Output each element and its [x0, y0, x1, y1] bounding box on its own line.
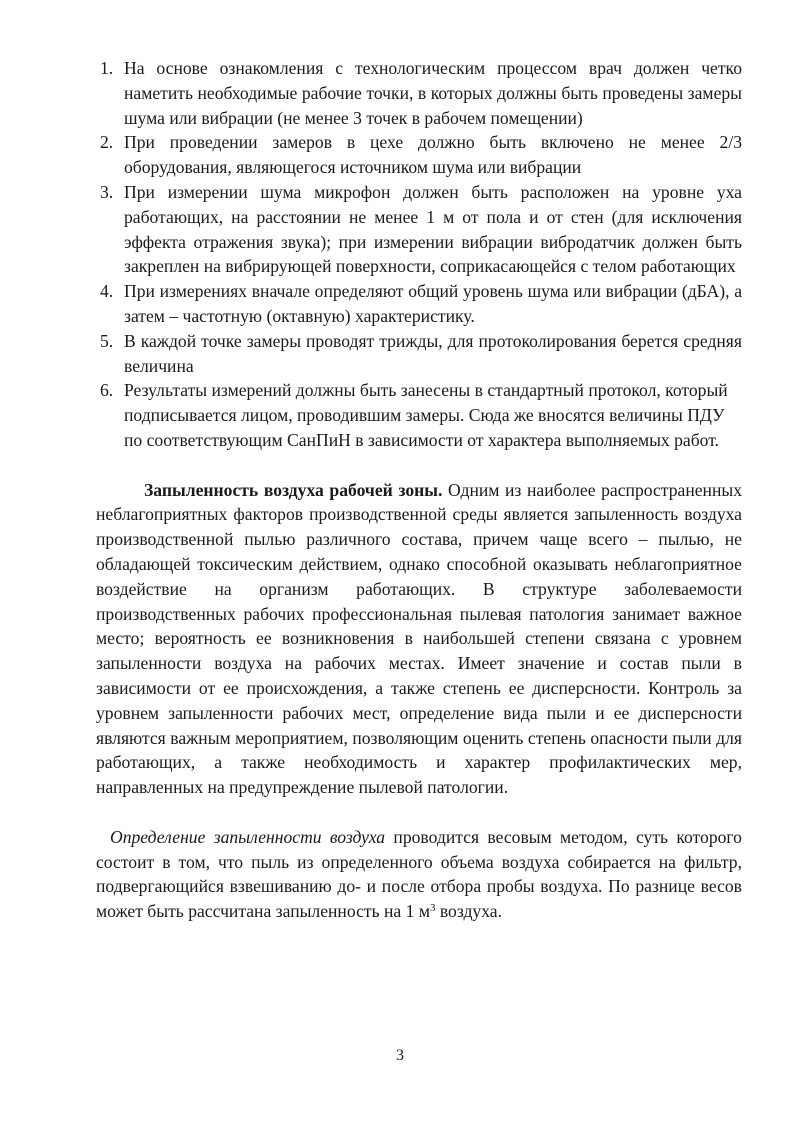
procedure-list	[96, 56, 742, 453]
list-item-number: 6.	[100, 380, 114, 401]
list-item	[96, 329, 742, 379]
definition-paragraph	[96, 825, 742, 924]
list-item-text: При проведении замеров в цехе должно быть включено не менее 2/3 оборудования, являющегося источником шума или вибрации	[124, 132, 742, 178]
list-item-number: 3.	[100, 181, 114, 202]
list-item-number: 1.	[100, 58, 114, 78]
document-page	[96, 56, 742, 924]
list-item-text: При измерении шума микрофон должен быть расположен на уровне уха работающих, на расстоянии не менее 1 м от пола и от стен (для исключения эффекта отражения звука); при измерении вибрации вибродатчик должен быть закреплен на вибрирующей поверхности, соприкасающейся с телом работающих	[124, 181, 742, 277]
dust-paragraph	[96, 478, 742, 800]
list-item	[96, 56, 742, 130]
paragraph-text: проводится весовым методом, суть которого состоит в том, что пыль из определенного объема воздуха собирается на фильтр, подвергающийся взвешиванию до- и после отбора пробы воздуха. По разнице весов может быть рассчитана запыленность на 1 м	[96, 826, 742, 922]
cubic-superscript: 3	[429, 902, 436, 915]
paragraph-tail: воздуха.	[435, 901, 503, 922]
list-item	[96, 378, 742, 452]
list-item-text: При измерениях вначале определяют общий уровень шума или вибрации (дБА), а затем – частотную (октавную) характеристику.	[124, 281, 742, 326]
section-heading: Запыленность воздуха рабочей зоны.	[144, 479, 443, 500]
page-number: 3	[396, 1047, 404, 1064]
list-item-number: 4.	[100, 281, 114, 302]
paragraph-text: Одним из наиболее распространенных неблагоприятных факторов производственной среды является запыленность воздуха производственной пылью различного состава, причем чаще всего – пылью, не обладающей токсическим действием, однако способной оказывать неблагоприятное воздействие на организм работающих. В структуре заболеваемости производственных рабочих профессиональная пылевая патология занимает важное место; вероятность ее возникновения в наибольшей степени связана с уровнем запыленности воздуха на рабочих местах. Имеет значение и состав пыли в зависимости от ее происхождения, а также степень ее дисперсности. Контроль за уровнем запыленности рабочих мест, определение вида пыли и ее дисперсности являются важным мероприятием, позволяющим оценить степень опасности пыли для работающих, а также необходимость и характер профилактических мер, направленных на предупреждение пылевой патологии.	[96, 479, 742, 798]
list-item-text: На основе ознакомления с технологическим процессом врач должен четко наметить необходимые рабочие точки, в которых должны быть проведены замеры шума или вибрации (не менее 3 точек в рабочем помещении)	[124, 58, 742, 128]
list-item-text: В каждой точке замеры проводят трижды, для протоколирования берется средняя величина	[124, 330, 742, 376]
list-item	[96, 130, 742, 180]
list-item-text: Результаты измерений должны быть занесены в стандартный протокол, который подписывается лицом, проводившим замеры. Сюда же вносятся величины ПДУ по соответствующим СанПиН в зависимости от характера выполняемых работ.	[124, 380, 728, 450]
list-item-number: 2.	[100, 132, 114, 153]
list-item	[96, 279, 742, 329]
definition-term: Определение запыленности воздуха	[110, 826, 386, 847]
list-item	[96, 180, 742, 279]
list-item-number: 5.	[100, 330, 114, 351]
